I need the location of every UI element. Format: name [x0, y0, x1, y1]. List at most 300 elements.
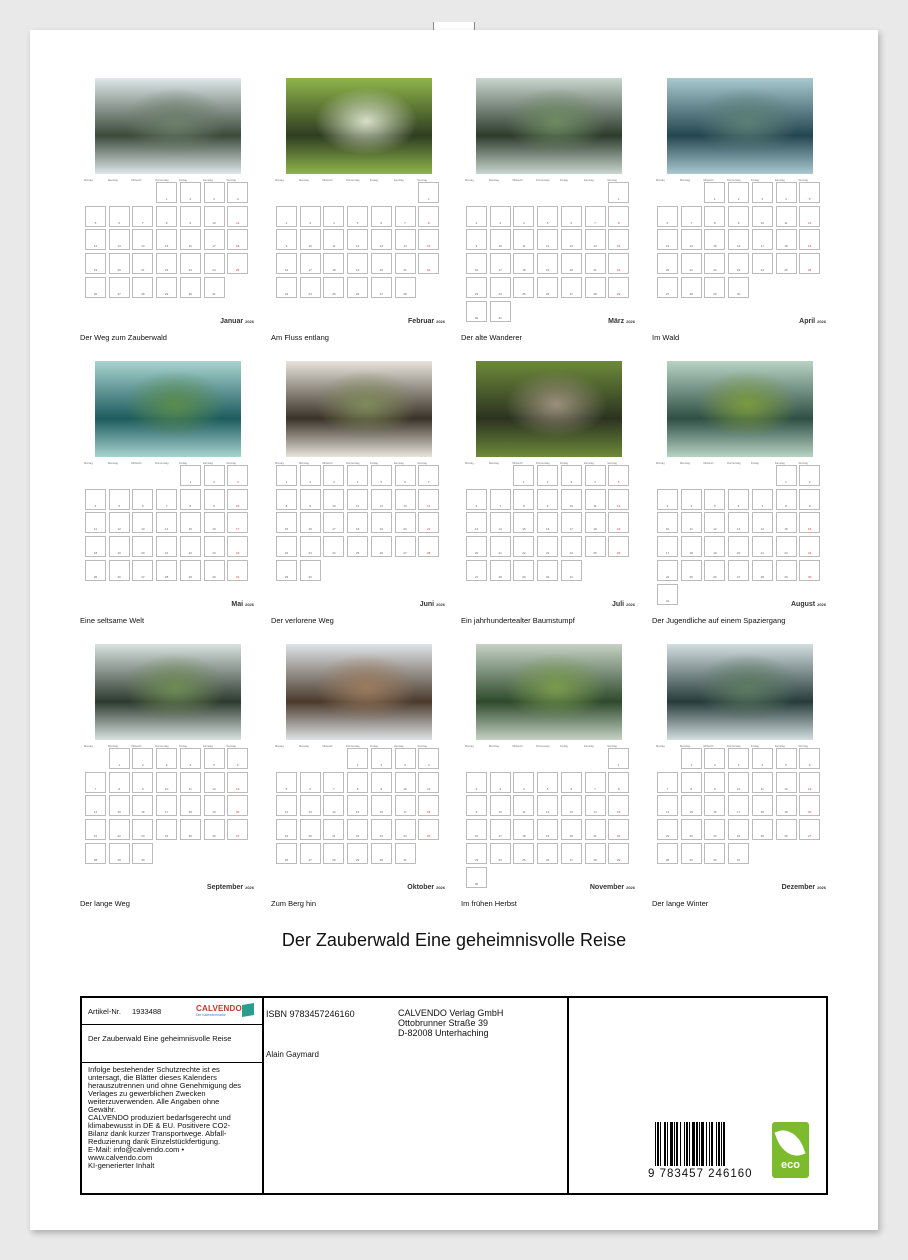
day-cell: [537, 843, 558, 864]
day-cell: [323, 277, 344, 298]
day-cell: [513, 536, 534, 557]
day-number: 13: [569, 810, 573, 815]
day-number: 21: [593, 834, 597, 839]
day-number: 1: [785, 480, 787, 484]
weekday-label: Samstag: [774, 745, 785, 748]
day-cell: [537, 772, 558, 793]
barcode-bar: [684, 1122, 685, 1166]
month-photo: [95, 644, 241, 740]
day-number: 5: [714, 503, 716, 508]
day-cell: [156, 748, 177, 769]
day-cell: [347, 465, 368, 486]
day-cell: [537, 489, 558, 510]
day-number: 1: [714, 197, 716, 201]
barcode-number: 9 783457 246160: [648, 1168, 753, 1180]
day-number: 23: [713, 834, 717, 839]
day-number: 26: [808, 268, 812, 273]
day-number: 4: [761, 763, 764, 767]
day-number: 21: [498, 551, 502, 556]
month-year: 2026: [436, 885, 445, 890]
day-cell: [276, 560, 297, 581]
day-cell: [704, 277, 725, 298]
day-cell: [728, 182, 749, 203]
day-number: 13: [808, 786, 812, 791]
day-cell: [466, 772, 487, 793]
weekday-label: Mittwoch: [131, 745, 142, 748]
day-cell: [109, 512, 130, 533]
day-number: 11: [236, 220, 240, 225]
day-number: 27: [141, 574, 145, 579]
weekday-label: Mittwoch: [703, 462, 714, 465]
day-number: 24: [569, 551, 573, 556]
day-cell: [799, 772, 820, 793]
day-number: 30: [474, 315, 479, 320]
day-number: 13: [236, 786, 240, 791]
day-cell: [752, 206, 773, 227]
day-number: 15: [355, 810, 360, 815]
weekday-label: Donnerstag: [155, 179, 169, 182]
weekday-label: Montag: [656, 179, 665, 182]
day-number: 29: [784, 574, 788, 579]
day-number: 25: [593, 551, 597, 556]
month-name: Mai: [231, 601, 244, 608]
day-cell: [490, 489, 511, 510]
day-cell: [537, 277, 558, 298]
day-number: 17: [498, 268, 502, 273]
day-number: 6: [570, 220, 573, 225]
day-cell: [490, 560, 511, 581]
day-cell: [418, 748, 439, 769]
day-cell: [109, 229, 130, 250]
day-number: 14: [689, 244, 693, 249]
month-name: Februar: [408, 318, 435, 325]
weekday-label: Montag: [465, 179, 474, 182]
day-cell: [776, 772, 797, 793]
weekday-label: Montag: [84, 462, 93, 465]
day-cell: [276, 795, 297, 816]
barcode-bar: [711, 1122, 713, 1166]
day-cell: [466, 229, 487, 250]
month-label: [608, 318, 635, 325]
day-number: 21: [93, 834, 98, 839]
day-number: 22: [117, 834, 121, 839]
day-cell: [132, 843, 153, 864]
day-number: 6: [118, 220, 121, 225]
day-number: 25: [332, 291, 336, 296]
day-number: 31: [212, 291, 216, 296]
day-number: 19: [713, 551, 717, 556]
day-number: 5: [380, 480, 383, 484]
month-title: Der alte Wanderer: [461, 333, 522, 342]
day-number: 25: [784, 268, 788, 273]
weekday-label: Sonntag: [417, 462, 427, 465]
weekday-label: Sonntag: [417, 745, 427, 748]
day-number: 3: [499, 786, 502, 791]
day-number: 7: [142, 220, 144, 225]
day-cell: [490, 795, 511, 816]
day-number: 13: [308, 810, 312, 815]
day-number: 23: [474, 857, 479, 862]
day-number: 6: [236, 763, 239, 767]
day-cell: [513, 229, 534, 250]
month-mai: [80, 361, 256, 631]
day-number: 24: [164, 834, 169, 839]
day-cell: [799, 512, 820, 533]
weekday-label: Samstag: [583, 745, 594, 748]
day-number: 2: [546, 480, 549, 484]
day-cell: [728, 536, 749, 557]
day-number: 22: [427, 268, 431, 273]
day-cell: [608, 465, 629, 486]
day-number: 8: [356, 786, 359, 791]
day-cell: [585, 277, 606, 298]
day-number: 15: [617, 244, 621, 249]
day-cell: [466, 843, 487, 864]
day-number: 4: [236, 197, 239, 201]
month-photo: [476, 644, 622, 740]
day-cell: [395, 277, 416, 298]
day-cell: [490, 277, 511, 298]
day-number: 19: [93, 268, 98, 273]
day-number: 19: [545, 268, 550, 273]
day-cell: [418, 795, 439, 816]
day-cell: [180, 795, 201, 816]
day-number: 26: [713, 574, 717, 579]
month-year: 2026: [817, 319, 826, 324]
day-number: 7: [499, 503, 502, 508]
day-cell: [300, 772, 321, 793]
day-number: 8: [523, 503, 525, 508]
weekday-label: Freitag: [369, 462, 378, 465]
day-cell: [418, 253, 439, 274]
day-cell: [132, 772, 153, 793]
month-year: 2026: [245, 885, 254, 890]
day-cell: [300, 843, 321, 864]
day-number: 12: [212, 786, 216, 791]
day-cell: [204, 229, 225, 250]
day-cell: [418, 229, 439, 250]
day-cell: [395, 819, 416, 840]
day-number: 12: [284, 810, 289, 815]
month-label: [231, 601, 254, 608]
day-number: 30: [545, 574, 550, 579]
day-number: 19: [284, 834, 289, 839]
day-cell: [728, 253, 749, 274]
day-cell: [180, 560, 201, 581]
month-februar: [271, 78, 447, 348]
day-cell: [466, 277, 487, 298]
day-number: 23: [808, 551, 812, 556]
day-number: 18: [355, 527, 360, 532]
isbn: ISBN 9783457246160: [266, 1009, 355, 1019]
day-cell: [109, 843, 130, 864]
day-number: 15: [784, 527, 788, 532]
day-cell: [585, 206, 606, 227]
day-number: 29: [355, 857, 360, 862]
day-number: 18: [427, 810, 431, 815]
weekday-label: Freitag: [369, 179, 378, 182]
day-cell: [799, 536, 820, 557]
day-cell: [347, 253, 368, 274]
day-number: 6: [666, 220, 669, 225]
day-cell: [466, 253, 487, 274]
barcode-bar: [689, 1122, 690, 1166]
day-cell: [466, 560, 487, 581]
day-number: 24: [498, 291, 502, 296]
day-cell: [347, 772, 368, 793]
legal-line: KI-generierter Inhalt: [88, 1161, 155, 1170]
day-cell: [466, 301, 487, 322]
day-number: 8: [785, 503, 787, 508]
day-cell: [799, 819, 820, 840]
day-number: 10: [760, 220, 764, 225]
month-name: Oktober: [407, 884, 435, 891]
day-number: 15: [522, 527, 526, 532]
weekday-label: Mittwoch: [131, 462, 142, 465]
day-number: 19: [212, 810, 216, 815]
day-cell: [276, 843, 297, 864]
weekday-label: Freitag: [178, 745, 187, 748]
day-number: 26: [617, 551, 621, 556]
day-cell: [776, 182, 797, 203]
day-number: 18: [593, 527, 597, 532]
day-number: 27: [236, 834, 240, 839]
day-number: 15: [164, 244, 169, 249]
day-cell: [418, 536, 439, 557]
day-cell: [657, 819, 678, 840]
day-cell: [752, 536, 773, 557]
day-number: 12: [808, 220, 812, 225]
weekday-label: Mittwoch: [131, 179, 142, 182]
day-number: 26: [784, 834, 788, 839]
day-number: 9: [213, 503, 215, 508]
day-cell: [276, 277, 297, 298]
weekday-label: Dienstag: [107, 745, 118, 748]
month-label: [420, 601, 445, 608]
day-cell: [752, 748, 773, 769]
day-cell: [681, 229, 702, 250]
month-juli: [461, 361, 637, 631]
day-cell: [466, 795, 487, 816]
day-number: 27: [569, 857, 573, 862]
day-cell: [85, 560, 106, 581]
month-photo: [286, 644, 432, 740]
day-cell: [276, 512, 297, 533]
day-cell: [776, 229, 797, 250]
day-cell: [156, 489, 177, 510]
day-number: 13: [117, 244, 121, 249]
day-number: 23: [308, 551, 312, 556]
weekday-label: Sonntag: [798, 179, 808, 182]
day-cell: [681, 795, 702, 816]
day-number: 4: [785, 197, 787, 201]
day-cell: [490, 301, 511, 322]
day-number: 7: [165, 503, 168, 508]
month-photo: [286, 361, 432, 457]
day-cell: [799, 748, 820, 769]
day-cell: [371, 229, 392, 250]
day-cell: [85, 206, 106, 227]
day-number: 30: [212, 574, 216, 579]
legal-line: untersagt, die Blätter dieses Kalenders: [88, 1073, 217, 1082]
day-number: 10: [498, 244, 502, 249]
barcode-bar: [718, 1122, 720, 1166]
day-number: 19: [784, 810, 788, 815]
day-cell: [204, 277, 225, 298]
weekday-label: Mittwoch: [322, 179, 333, 182]
day-cell: [180, 772, 201, 793]
day-cell: [347, 229, 368, 250]
day-number: 14: [593, 810, 597, 815]
day-number: 1: [165, 197, 168, 201]
day-cell: [799, 253, 820, 274]
day-cell: [728, 772, 749, 793]
day-cell: [85, 819, 106, 840]
day-cell: [204, 512, 225, 533]
day-cell: [608, 489, 629, 510]
day-number: 5: [617, 480, 620, 484]
day-cell: [752, 795, 773, 816]
day-cell: [227, 772, 248, 793]
day-number: 13: [569, 244, 573, 249]
day-cell: [513, 465, 534, 486]
publisher-line: CALVENDO Verlag GmbH: [398, 1008, 504, 1018]
weekday-label: Freitag: [178, 179, 187, 182]
day-cell: [180, 277, 201, 298]
day-number: 10: [498, 810, 502, 815]
day-cell: [347, 536, 368, 557]
day-cell: [585, 795, 606, 816]
day-number: 10: [164, 786, 169, 791]
weekday-label: Dienstag: [679, 462, 690, 465]
weekday-label: Mittwoch: [322, 462, 333, 465]
day-number: 17: [212, 244, 216, 249]
day-cell: [109, 795, 130, 816]
day-number: 10: [212, 220, 216, 225]
day-cell: [608, 206, 629, 227]
weekday-label: Montag: [84, 745, 93, 748]
day-cell: [513, 253, 534, 274]
day-cell: [156, 206, 177, 227]
day-cell: [728, 819, 749, 840]
day-number: 18: [760, 810, 764, 815]
day-cell: [85, 229, 106, 250]
day-cell: [490, 536, 511, 557]
day-cell: [371, 819, 392, 840]
day-number: 18: [522, 834, 526, 839]
weekday-label: Donnerstag: [536, 745, 550, 748]
day-cell: [537, 206, 558, 227]
day-cell: [180, 206, 201, 227]
day-cell: [561, 512, 582, 533]
day-number: 28: [164, 574, 169, 579]
day-number: 15: [188, 527, 192, 532]
day-cell: [657, 512, 678, 533]
day-cell: [395, 843, 416, 864]
day-cell: [704, 819, 725, 840]
day-cell: [132, 277, 153, 298]
day-cell: [180, 748, 201, 769]
day-cell: [395, 206, 416, 227]
day-cell: [776, 465, 797, 486]
day-number: 23: [212, 551, 216, 556]
day-number: 26: [284, 857, 289, 862]
weekday-label: Freitag: [750, 179, 759, 182]
day-number: 17: [569, 527, 573, 532]
day-cell: [85, 795, 106, 816]
weekday-label: Samstag: [202, 745, 213, 748]
day-cell: [537, 465, 558, 486]
day-cell: [490, 229, 511, 250]
day-number: 20: [474, 551, 479, 556]
day-number: 20: [665, 268, 670, 273]
barcode-bar: [664, 1122, 666, 1166]
weekday-label: Dienstag: [298, 745, 309, 748]
day-cell: [418, 512, 439, 533]
day-cell: [752, 560, 773, 581]
day-cell: [561, 560, 582, 581]
day-number: 17: [308, 268, 312, 273]
weekday-label: Dienstag: [107, 179, 118, 182]
day-cell: [608, 229, 629, 250]
day-number: 16: [808, 527, 812, 532]
day-cell: [513, 819, 534, 840]
day-cell: [490, 772, 511, 793]
month-label: [207, 884, 254, 891]
day-cell: [300, 229, 321, 250]
day-number: 18: [689, 551, 693, 556]
month-label: [612, 601, 635, 608]
legal-line: E-Mail: info@calvendo.com •: [88, 1145, 185, 1154]
day-number: 13: [665, 244, 670, 249]
month-title: Der lange Weg: [80, 899, 130, 908]
day-number: 28: [593, 857, 597, 862]
day-cell: [347, 277, 368, 298]
day-cell: [608, 253, 629, 274]
day-number: 25: [522, 857, 526, 862]
day-number: 5: [808, 197, 811, 201]
day-cell: [395, 772, 416, 793]
weekday-label: Montag: [275, 462, 284, 465]
calvendo-logo-sub: Die Kalendermarke: [196, 1013, 226, 1017]
day-cell: [537, 253, 558, 274]
day-cell: [704, 512, 725, 533]
day-cell: [109, 277, 130, 298]
barcode: [655, 1122, 753, 1166]
weekday-label: Mittwoch: [512, 462, 523, 465]
weekday-label: Sonntag: [226, 179, 236, 182]
day-number: 22: [784, 551, 788, 556]
day-number: 3: [666, 503, 669, 508]
day-cell: [109, 560, 130, 581]
day-cell: [776, 819, 797, 840]
day-cell: [323, 772, 344, 793]
day-number: 7: [594, 786, 596, 791]
day-cell: [227, 206, 248, 227]
day-cell: [704, 489, 725, 510]
day-number: 14: [498, 527, 502, 532]
day-number: 10: [736, 786, 741, 791]
weekday-label: Donnerstag: [155, 462, 169, 465]
day-number: 23: [736, 268, 741, 273]
barcode-bar: [709, 1122, 710, 1166]
day-cell: [608, 748, 629, 769]
day-cell: [347, 795, 368, 816]
weekday-label: Mittwoch: [703, 745, 714, 748]
day-number: 25: [427, 834, 431, 839]
day-cell: [561, 206, 582, 227]
barcode-bar: [721, 1122, 722, 1166]
